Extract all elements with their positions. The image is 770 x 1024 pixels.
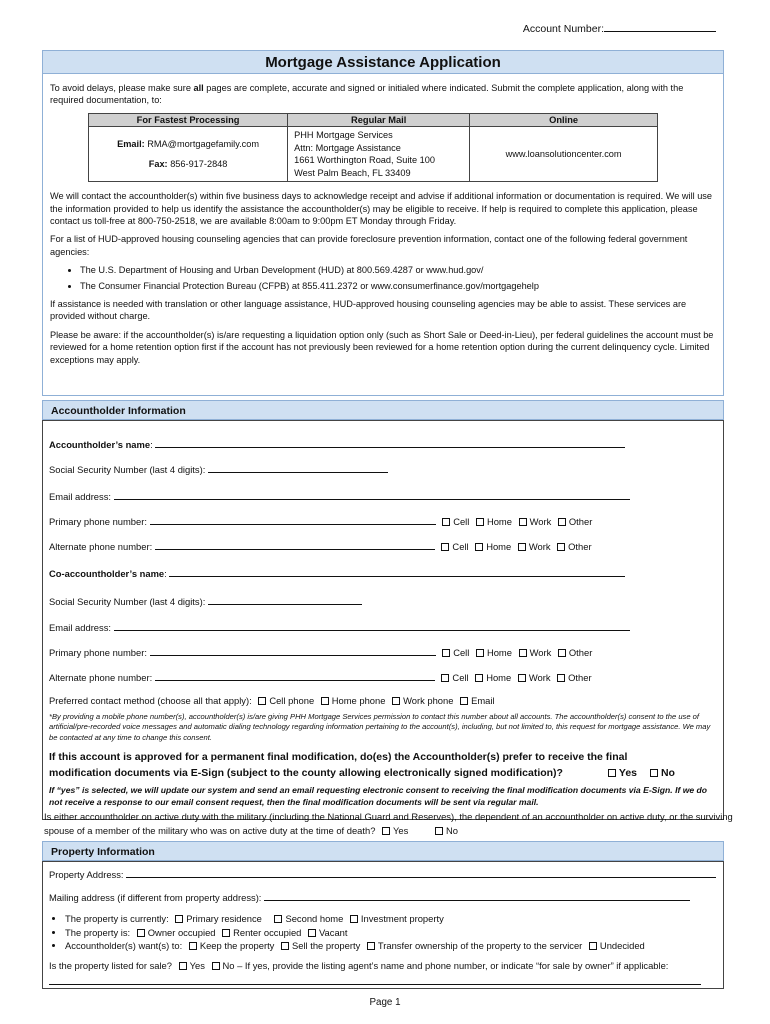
- intro-section: [42, 74, 724, 396]
- email-row: Email address:: [49, 490, 630, 504]
- esign-question: If this account is approved for a permanent final modification, do(es) the Accountholder(s) prefer to receive the final modification documents via E-Sign (subject to the county allowing electronically signed modification)? Yes No: [49, 751, 675, 779]
- header-online: Online: [470, 113, 658, 127]
- checkbox[interactable]: [321, 697, 329, 705]
- primary-phone-field[interactable]: [150, 515, 436, 525]
- checkbox[interactable]: [274, 915, 282, 923]
- checkbox[interactable]: [475, 543, 483, 551]
- alt-phone-field[interactable]: [155, 540, 435, 550]
- primary-phone-row: Primary phone number: Cell Home Work Other: [49, 516, 593, 527]
- checkbox[interactable]: [608, 769, 616, 777]
- checkbox[interactable]: [435, 827, 443, 835]
- co-primary-phone-row: Primary phone number: Cell Home Work Other: [49, 647, 593, 658]
- list-item: • The U.S. Department of Housing and Urban Development (HUD) at 800.569.4287 or www.hud.gov/: [80, 264, 716, 276]
- header-fastest: For Fastest Processing: [89, 113, 288, 127]
- checkbox[interactable]: [137, 929, 145, 937]
- checkbox[interactable]: [367, 942, 375, 950]
- checkbox[interactable]: [476, 518, 484, 526]
- list-item: • The property is currently: Primary residence Second home Investment property: [65, 913, 645, 926]
- ssn-field[interactable]: [208, 463, 388, 473]
- co-alt-phone-row: Alternate phone number: Cell Home Work Other: [49, 672, 592, 683]
- intro-paragraph-5: Please be aware: if the accountholder(s) is/are requesting a liquidation option only (such as Short Sale or Deed-in-Lieu), per federal guidelines the account must be reviewed for a home retention option first if the account has not previously been reviewed for a home retention option during the current delinquency cycle. Limited exceptions may apply.: [50, 329, 714, 365]
- co-name-field[interactable]: [169, 567, 625, 577]
- mailing-address-field[interactable]: [264, 891, 690, 901]
- checkbox[interactable]: [179, 962, 187, 970]
- page-title: Mortgage Assistance Application: [42, 50, 724, 74]
- agency-list: [80, 264, 716, 292]
- phone-consent-disclaimer: *By providing a mobile phone number(s), accountholder(s) is/are giving PHH Mortgage Services permission to contact this number about all accounts. The accountholder(s) consent to the use of artificial/pre-recorded voice messages and automatic dialing technology regarding information pertaining to the account(s), including, but not limited to, this request for mortgage assistance. We may be contacted at any time to change this consent.: [49, 712, 711, 742]
- checkbox[interactable]: [557, 674, 565, 682]
- list-item: • Accountholder(s) want(s) to: Keep the property Sell the property Transfer ownership of the property to the servicer Undecided: [65, 940, 645, 953]
- co-ssn-row: Social Security Number (last 4 digits):: [49, 595, 362, 609]
- co-ssn-field[interactable]: [208, 595, 362, 605]
- listing-agent-field[interactable]: [49, 975, 701, 985]
- checkbox[interactable]: [308, 929, 316, 937]
- checkbox[interactable]: [558, 518, 566, 526]
- ssn-row: Social Security Number (last 4 digits):: [49, 463, 388, 477]
- checkbox[interactable]: [519, 649, 527, 657]
- account-number-label: Account Number:: [522, 23, 604, 35]
- checkbox[interactable]: [281, 942, 289, 950]
- header-mail: Regular Mail: [288, 113, 470, 127]
- checkbox[interactable]: [189, 942, 197, 950]
- property-heading: Property Information: [42, 841, 724, 861]
- fastest-cell: Email: RMA@mortgagefamily.com Fax: 856-917-2848: [89, 127, 288, 182]
- checkbox[interactable]: [589, 942, 597, 950]
- checkbox[interactable]: [475, 674, 483, 682]
- intro-paragraph-3: For a list of HUD-approved housing counseling agencies that can provide foreclosure prevention information, contact one of the following federal government agencies:: [50, 234, 688, 257]
- accountholder-name-field[interactable]: [155, 438, 625, 448]
- checkbox[interactable]: [518, 674, 526, 682]
- intro-paragraph-1: To avoid delays, please make sure all pages are complete, accurate and signed or initialed where indicated. Submit the complete application, along with the required documentation, to:: [50, 83, 684, 106]
- checkbox[interactable]: [518, 543, 526, 551]
- listed-for-sale-row: Is the property listed for sale? Yes No – If yes, provide the listing agent’s name and phone number, or indicate “for sale by owner” if applicable:: [49, 960, 669, 971]
- checkbox[interactable]: [212, 962, 220, 970]
- checkbox[interactable]: [442, 649, 450, 657]
- co-primary-phone-field[interactable]: [150, 646, 436, 656]
- intro-paragraph-2: We will contact the accountholder(s) within five business days to acknowledge receipt and advise if additional information or documentation is required. We will use the information provided to help us identify the assistance the accountholder(s) may be eligible to receive. If help is required to complete this application, please contact us toll-free at 800-750-2518, we are available 8:00am to 9:00pm ET Monday through Friday.: [50, 191, 713, 226]
- checkbox[interactable]: [382, 827, 390, 835]
- online-cell: [470, 127, 658, 182]
- accountholder-heading: Accountholder Information: [42, 400, 724, 420]
- list-item: • The property is: Owner occupied Renter occupied Vacant: [65, 927, 645, 940]
- property-section: [42, 861, 724, 989]
- checkbox[interactable]: [519, 518, 527, 526]
- co-alt-phone-field[interactable]: [155, 671, 435, 681]
- checkbox[interactable]: [392, 697, 400, 705]
- mailing-address-row: Mailing address (if different from property address):: [49, 891, 690, 905]
- checkbox[interactable]: [350, 915, 358, 923]
- accountholder-name-row: Accountholder’s name:: [49, 438, 625, 452]
- property-address-field[interactable]: [126, 868, 716, 878]
- checkbox[interactable]: [460, 697, 468, 705]
- checkbox[interactable]: [476, 649, 484, 657]
- checkbox[interactable]: [441, 543, 449, 551]
- mail-cell: PHH Mortgage Services Attn: Mortgage Assistance 1661 Worthington Road, Suite 100 West Palm Beach, FL 33409: [288, 127, 470, 182]
- submission-methods-table: [88, 113, 658, 182]
- account-number: [523, 22, 716, 36]
- email-field[interactable]: [114, 490, 630, 500]
- checkbox[interactable]: [258, 697, 266, 705]
- checkbox[interactable]: [650, 769, 658, 777]
- co-name-row: Co-accountholder’s name:: [49, 567, 625, 581]
- checkbox[interactable]: [558, 649, 566, 657]
- checkbox[interactable]: [222, 929, 230, 937]
- accountholder-section: [42, 420, 724, 820]
- checkbox[interactable]: [442, 518, 450, 526]
- page-number: Page 1: [369, 997, 401, 1008]
- esign-note: If “yes” is selected, we will update our system and send an email requesting electronic consent to receiving the final modification documents via E-Sign. If we do not receive a response to our email consent request, then the final modification documents will be sent via regular mail.: [49, 785, 708, 807]
- preferred-contact-row: Preferred contact method (choose all that apply): Cell phone Home phone Work phone Email: [49, 695, 495, 706]
- checkbox[interactable]: [557, 543, 565, 551]
- co-email-field[interactable]: [114, 621, 630, 631]
- listing-agent-row: [49, 975, 701, 989]
- alt-phone-row: Alternate phone number: Cell Home Work Other: [49, 541, 592, 552]
- account-number-field[interactable]: [604, 22, 716, 32]
- checkbox[interactable]: [175, 915, 183, 923]
- property-address-row: Property Address:: [49, 868, 716, 882]
- military-question: Is either accountholder on active duty with the military (including the National Guard and Reserves), the dependent of an accountholder on active duty, or the surviving spouse of a member of the military who was on active duty at the time of death? Yes No: [44, 811, 733, 836]
- checkbox[interactable]: [441, 674, 449, 682]
- email-link[interactable]: RMA@mortgagefamily.com: [147, 138, 260, 149]
- intro-paragraph-4: If assistance is needed with translation or other language assistance, HUD-approved housing counseling agencies may be able to assist. These services are provided without charge.: [50, 299, 687, 322]
- co-email-row: Email address:: [49, 621, 630, 635]
- property-options-list: [65, 913, 645, 954]
- fax-number: 856-917-2848: [170, 159, 228, 170]
- online-link[interactable]: www.loansolutioncenter.com: [505, 149, 622, 160]
- list-item: • The Consumer Financial Protection Bureau (CFPB) at 855.411.2372 or www.consumerfinance.gov/mortgagehelp: [80, 280, 716, 292]
